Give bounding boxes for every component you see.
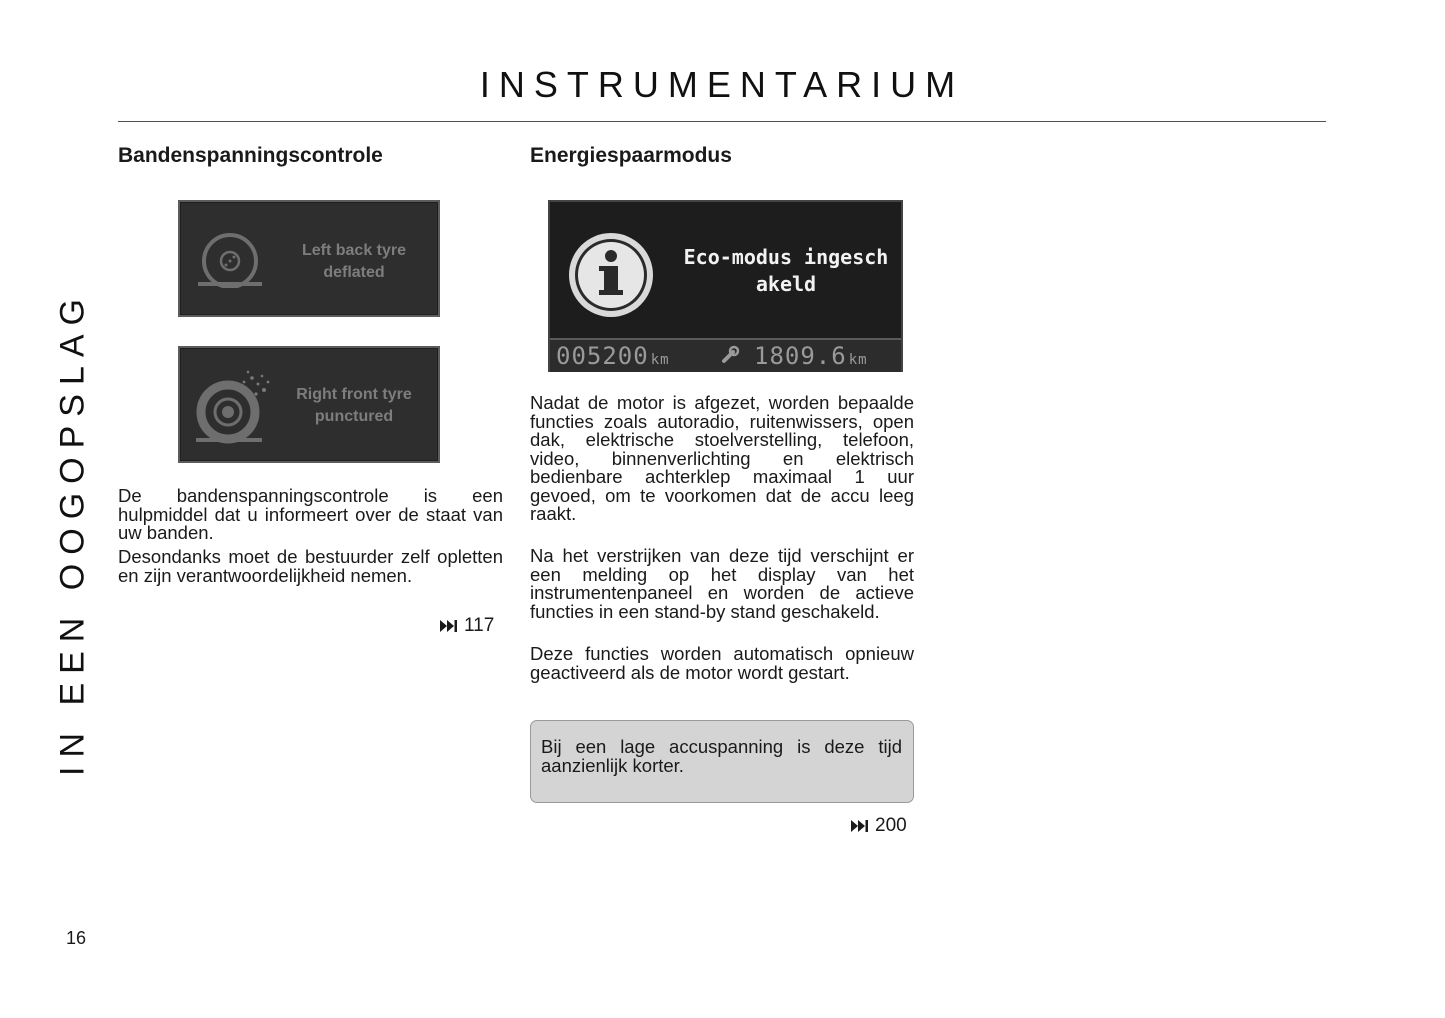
service-distance: [754, 342, 868, 370]
page-reference-200[interactable]: [851, 815, 907, 837]
tyre-display-left-back: [178, 200, 440, 317]
tyre-message-line1: Left back tyre: [301, 242, 407, 259]
page-reference-number: 200: [875, 815, 907, 836]
odometer: [556, 342, 670, 370]
odometer-unit: km: [650, 352, 670, 368]
eco-message-line2: akeld: [755, 272, 817, 296]
side-tab-label: IN EEN OOGOPSLAG: [53, 290, 92, 776]
page-title: INSTRUMENTARIUM: [479, 64, 965, 105]
tyre-message-line2: deflated: [323, 264, 385, 281]
tyre-message-line2: punctured: [314, 408, 394, 425]
eco-status-bar: [550, 338, 901, 372]
wrench-icon: [720, 345, 740, 365]
eco-mode-display: [548, 200, 903, 372]
left-paragraph-1: De bandenspanningscontrole is een hulpmiddel dat u informeert over de staat van uw banden.: [118, 485, 503, 543]
right-paragraph-2: Na het verstrijken van deze tijd verschijnt er een melding op het display van het instrumentenpaneel en worden de actieve functies in een stand-by stand geschakeld.: [530, 545, 914, 622]
page-number: 16: [66, 928, 87, 948]
title-divider: [118, 121, 1326, 122]
tyre-display-right-front: [178, 346, 440, 463]
tyre-message-line1: Right front tyre: [296, 386, 412, 403]
page-reference-number: 117: [464, 615, 495, 636]
right-section-heading: Energiespaarmodus: [530, 144, 732, 167]
side-tab: [48, 268, 98, 798]
page-reference-117[interactable]: [440, 615, 494, 637]
note-box: [530, 720, 914, 803]
right-paragraph-3: Deze functies worden automatisch opnieuw geactiveerd als de motor wordt gestart.: [530, 643, 914, 683]
page-reference-icon: [851, 820, 869, 832]
left-paragraph-2: Desondanks moet de bestuurder zelf opletten en zijn verantwoordelijkheid nemen.: [118, 546, 503, 586]
tyre-punctured-icon: [190, 364, 280, 444]
eco-message-line1: Eco-modus ingesch: [683, 245, 889, 269]
right-paragraph-1: Nadat de motor is afgezet, worden bepaalde functies zoals autoradio, ruitenwissers, open dak, elektrische stoelverstelling, telefoon, video, binnenverlichting en elektrisch bedienbare achterklep maximaal 1 uur gevoed, om te voorkomen dat de accu leeg raakt.: [530, 392, 914, 524]
left-section-heading: Bandenspanningscontrole: [118, 144, 383, 167]
info-icon: [566, 230, 656, 320]
tyre-deflated-icon: [196, 232, 264, 288]
odometer-value: 005200: [556, 342, 649, 370]
service-distance-value: 1809.6: [754, 342, 847, 370]
service-distance-unit: km: [848, 352, 868, 368]
page-reference-icon: [440, 620, 458, 632]
note-text: Bij een lage accuspanning is deze tijd aanzienlijk korter.: [541, 736, 902, 776]
